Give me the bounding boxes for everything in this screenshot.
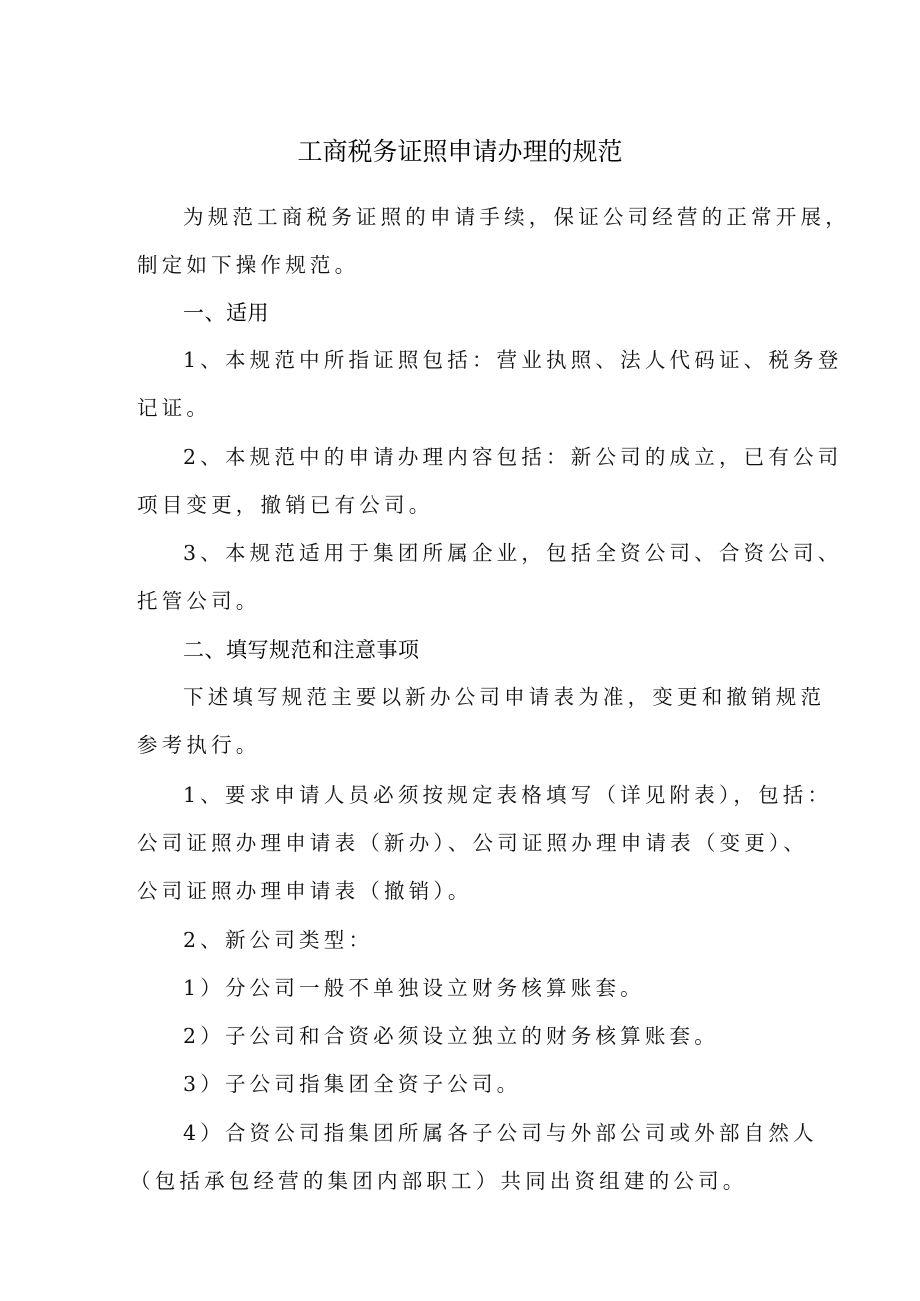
section2-item1-line-2: 公司证照办理申请表（新办）、公司证照办理申请表（变更）、: [137, 831, 809, 855]
section1-item1-line-2: 记证。: [137, 396, 212, 420]
section1-item3-line-2: 托管公司。: [137, 589, 261, 613]
section-heading-applicability: 一、适用: [183, 301, 269, 325]
section1-item3-line-1: 3、本规范适用于集团所属企业，包括全资公司、合资公司、: [183, 541, 843, 565]
company-type-subitem-4-line-1: 4）合资公司指集团所属各子公司与外部公司或外部自然人: [183, 1121, 818, 1145]
section1-item2-line-1: 2、本规范中的申请办理内容包括：新公司的成立，已有公司: [183, 445, 843, 469]
section2-item2-label: 2、新公司类型：: [183, 928, 374, 952]
intro-paragraph-line-2: 制定如下操作规范。: [137, 253, 360, 277]
document-title: 工商税务证照申请办理的规范: [297, 137, 623, 166]
section1-item1-line-1: 1、本规范中所指证照包括：营业执照、法人代码证、税务登: [183, 348, 843, 372]
section2-intro-line-1: 下述填写规范主要以新办公司申请表为准，变更和撤销规范: [183, 685, 826, 709]
section1-item2-line-2: 项目变更，撤销已有公司。: [137, 493, 434, 517]
intro-paragraph-line-1: 为规范工商税务证照的申请手续，保证公司经营的正常开展，: [183, 205, 850, 229]
company-type-subitem-4-line-2: （包括承包经营的集团内部职工）共同出资组建的公司。: [130, 1169, 748, 1193]
section2-item1-line-3: 公司证照办理申请表（撤销）。: [137, 879, 473, 903]
company-type-subitem-2: 2）子公司和合资必须设立独立的财务核算账套。: [183, 1024, 719, 1048]
section2-intro-line-2: 参考执行。: [137, 733, 261, 757]
company-type-subitem-1: 1）分公司一般不单独设立财务核算账套。: [183, 976, 645, 1000]
company-type-subitem-3: 3）子公司指集团全资子公司。: [183, 1072, 522, 1096]
section-heading-filling-rules: 二、填写规范和注意事项: [183, 638, 420, 662]
section2-item1-line-1: 1、要求申请人员必须按规定表格填写（详见附表），包括：: [183, 783, 833, 807]
